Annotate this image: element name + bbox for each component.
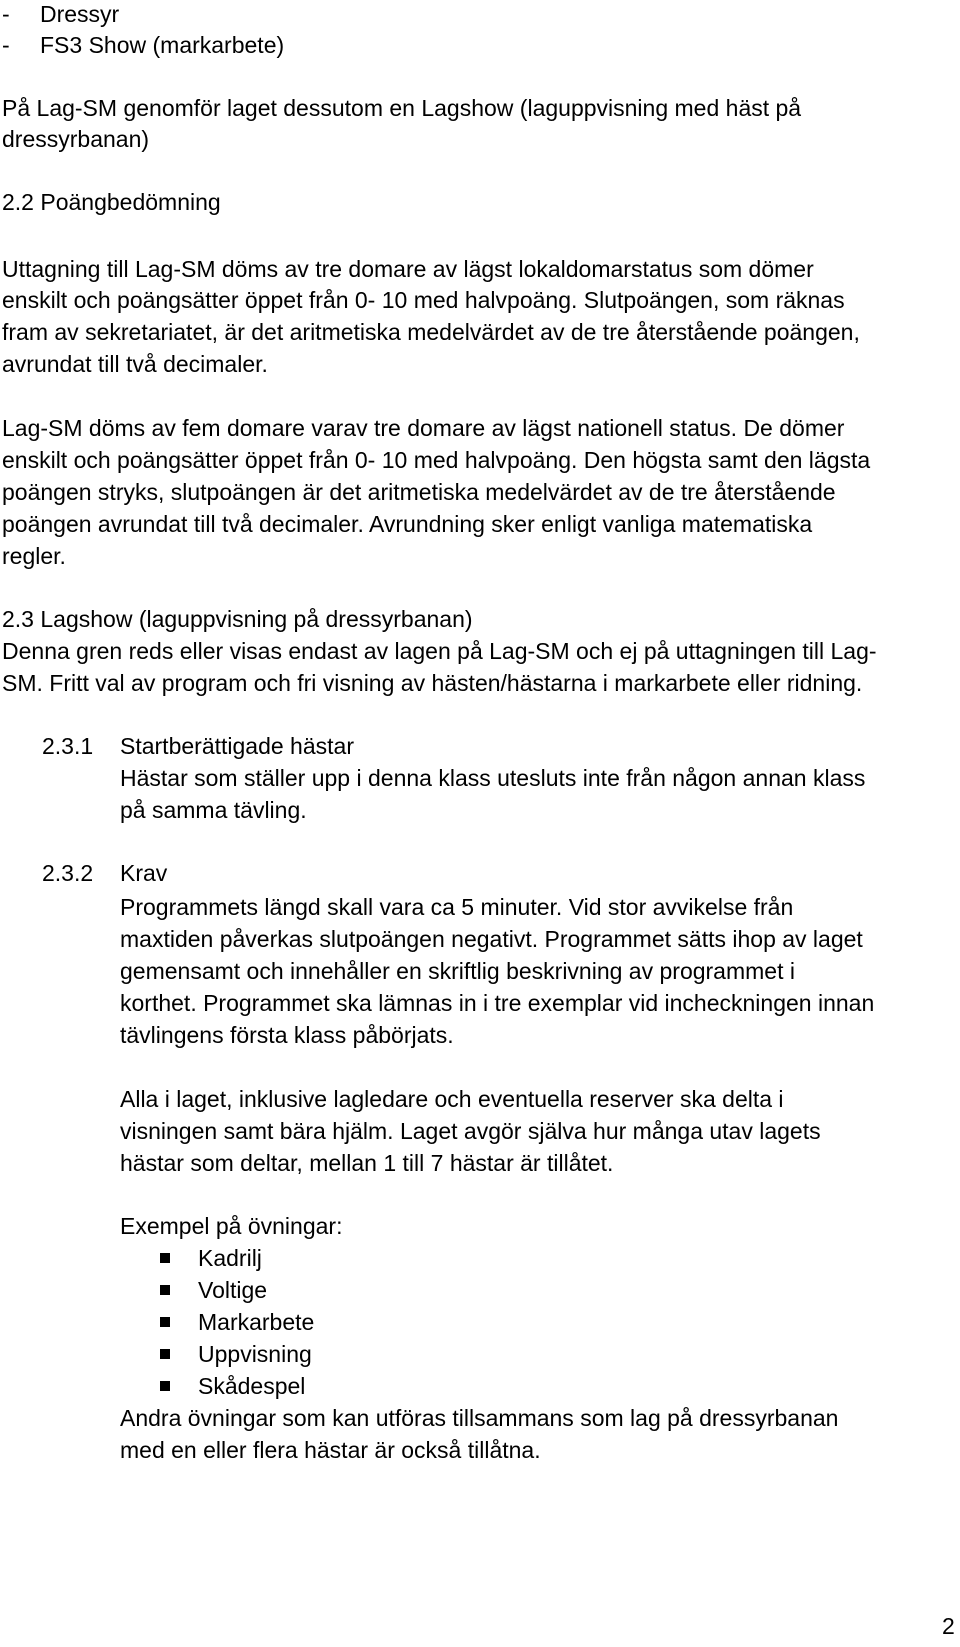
square-bullet-icon: [160, 1317, 170, 1327]
paragraph-line: med en eller flera hästar är också tillåtna.: [120, 1437, 541, 1463]
paragraph-line: Programmets längd skall vara ca 5 minuter. Vid stor avvikelse från: [120, 894, 794, 920]
subsection-title-2-3-1: Startberättigade hästar: [120, 733, 354, 759]
paragraph-line: Hästar som ställer upp i denna klass utesluts inte från någon annan klass: [120, 765, 866, 791]
section-heading-2-2: 2.2 Poängbedömning: [2, 189, 221, 215]
paragraph-line: avrundat till två decimaler.: [2, 351, 268, 377]
list-dash: -: [2, 32, 10, 58]
paragraph-line: Uttagning till Lag-SM döms av tre domare av lägst lokaldomarstatus som dömer: [2, 256, 814, 282]
paragraph-line: poängen avrundat till två decimaler. Avrundning sker enligt vanliga matematiska: [2, 511, 813, 537]
paragraph-line: korthet. Programmet ska lämnas in i tre exemplar vid incheckningen innan: [120, 990, 875, 1016]
paragraph-line: regler.: [2, 543, 66, 569]
example-item: Uppvisning: [198, 1341, 312, 1367]
list-item-fs3-show: FS3 Show (markarbete): [40, 32, 285, 58]
subsection-number-2-3-1: 2.3.1: [42, 733, 94, 759]
example-item: Skådespel: [198, 1373, 306, 1399]
paragraph-line: enskilt och poängsätter öppet från 0- 10 med halvpoäng. Den högsta samt den lägsta: [2, 447, 871, 473]
list-dash: -: [2, 1, 10, 27]
section-heading-2-3: 2.3 Lagshow (laguppvisning på dressyrbanan): [2, 606, 473, 632]
paragraph-line: hästar som deltar, mellan 1 till 7 hästar är tillåtet.: [120, 1150, 614, 1176]
paragraph-line: maxtiden påverkas slutpoängen negativt. Programmet sätts ihop av laget: [120, 926, 863, 952]
subsection-title-2-3-2: Krav: [120, 860, 168, 886]
paragraph-line: Alla i laget, inklusive lagledare och eventuella reserver ska delta i: [120, 1086, 784, 1112]
paragraph-line: gemensamt och innehåller en skriftlig beskrivning av programmet i: [120, 958, 795, 984]
example-item: Markarbete: [198, 1309, 315, 1335]
paragraph-line: Andra övningar som kan utföras tillsammans som lag på dressyrbanan: [120, 1405, 839, 1431]
paragraph-line: visningen samt bära hjälm. Laget avgör själva hur många utav lagets: [120, 1118, 821, 1144]
paragraph-line: på samma tävling.: [120, 797, 307, 823]
subsection-number-2-3-2: 2.3.2: [42, 860, 94, 886]
paragraph-line: enskilt och poängsätter öppet från 0- 10 med halvpoäng. Slutpoängen, som räknas: [2, 287, 845, 313]
examples-intro: Exempel på övningar:: [120, 1213, 343, 1239]
list-item-dressyr: Dressyr: [40, 1, 120, 27]
paragraph-line: SM. Fritt val av program och fri visning av hästen/hästarna i markarbete eller ridning.: [2, 670, 863, 696]
paragraph-line: Denna gren reds eller visas endast av lagen på Lag-SM och ej på uttagningen till Lag-: [2, 638, 877, 664]
paragraph-line: dressyrbanan): [2, 126, 150, 152]
paragraph-line: tävlingens första klass påbörjats.: [120, 1022, 454, 1048]
paragraph-line: Lag-SM döms av fem domare varav tre domare av lägst nationell status. De dömer: [2, 415, 845, 441]
square-bullet-icon: [160, 1253, 170, 1263]
square-bullet-icon: [160, 1285, 170, 1295]
page-number: 2: [942, 1613, 955, 1639]
example-item: Kadrilj: [198, 1245, 262, 1271]
paragraph-line: fram av sekretariatet, är det aritmetiska medelvärdet av de tre återstående poängen,: [2, 319, 860, 345]
paragraph-line: poängen stryks, slutpoängen är det aritmetiska medelvärdet av de tre återstående: [2, 479, 836, 505]
square-bullet-icon: [160, 1381, 170, 1391]
example-item: Voltige: [198, 1277, 268, 1303]
paragraph-line: På Lag-SM genomför laget dessutom en Lagshow (laguppvisning med häst på: [2, 95, 802, 121]
square-bullet-icon: [160, 1349, 170, 1359]
